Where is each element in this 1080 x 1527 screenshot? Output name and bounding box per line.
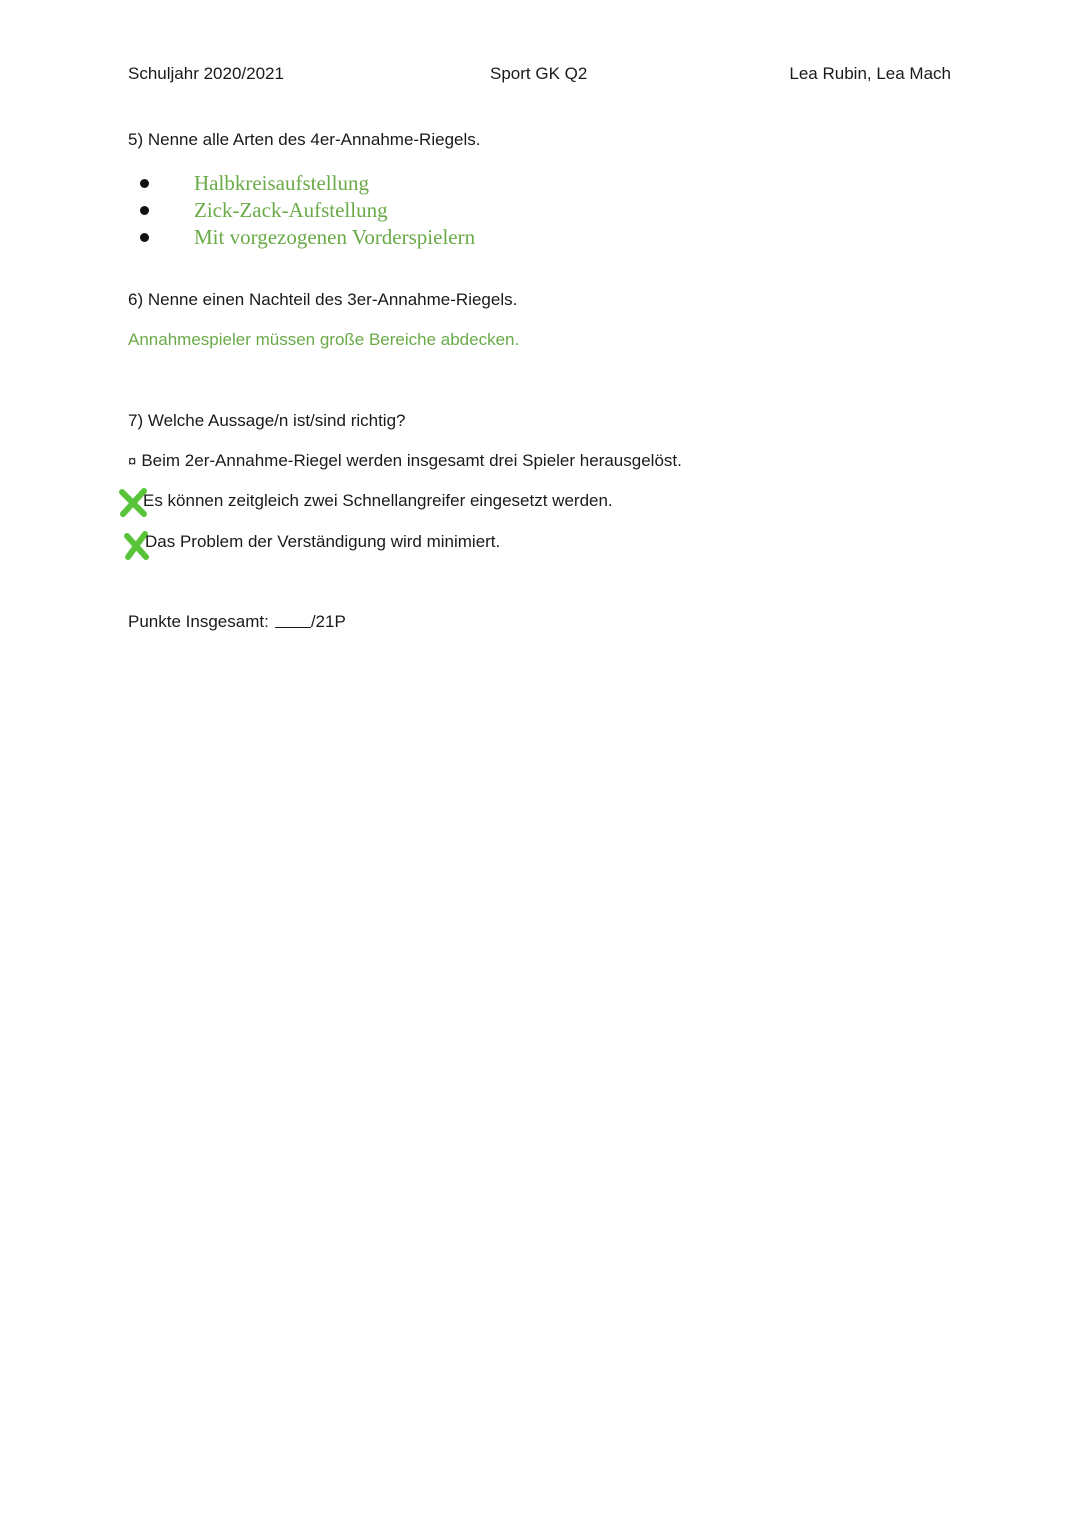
bullet-icon — [140, 233, 149, 242]
course-name: Sport GK Q2 — [490, 64, 588, 83]
option-3[interactable] — [145, 532, 500, 552]
question-6: 6) Nenne einen Nachteil des 3er-Annahme-Riegels. — [128, 290, 518, 309]
option-2[interactable] — [143, 491, 613, 511]
school-year: Schuljahr 2020/2021 — [128, 64, 284, 83]
option-text: Es können zeitgleich zwei Schnellangreifer eingesetzt werden. — [143, 491, 613, 510]
question-7: 7) Welche Aussage/n ist/sind richtig? — [128, 411, 406, 430]
question-6-answer: Annahmespieler müssen große Bereiche abdecken. — [128, 330, 520, 349]
score-label: Punkte Insgesamt: — [128, 612, 269, 631]
question-5-answer-list — [128, 170, 475, 251]
list-item — [128, 170, 475, 197]
bullet-icon — [140, 206, 149, 215]
option-text: Beim 2er-Annahme-Riegel werden insgesamt drei Spieler herausgelöst. — [141, 451, 682, 470]
score-blank-field[interactable] — [275, 627, 311, 628]
bullet-icon — [140, 179, 149, 188]
score-line — [128, 612, 346, 632]
answer-text: Halbkreisaufstellung — [194, 171, 369, 195]
option-text: Das Problem der Verständigung wird minimiert. — [145, 532, 501, 551]
answer-text: Mit vorgezogenen Vorderspielern — [194, 225, 476, 249]
checkbox-icon[interactable]: ¤ — [128, 453, 137, 470]
answer-text: Zick-Zack-Aufstellung — [194, 198, 388, 222]
question-5: 5) Nenne alle Arten des 4er-Annahme-Riegels. — [128, 130, 481, 149]
list-item — [128, 224, 475, 251]
score-total: /21P — [310, 612, 346, 631]
page-header — [128, 64, 951, 90]
list-item — [128, 197, 475, 224]
authors: Lea Rubin, Lea Mach — [789, 64, 951, 83]
option-1[interactable] — [128, 451, 682, 471]
